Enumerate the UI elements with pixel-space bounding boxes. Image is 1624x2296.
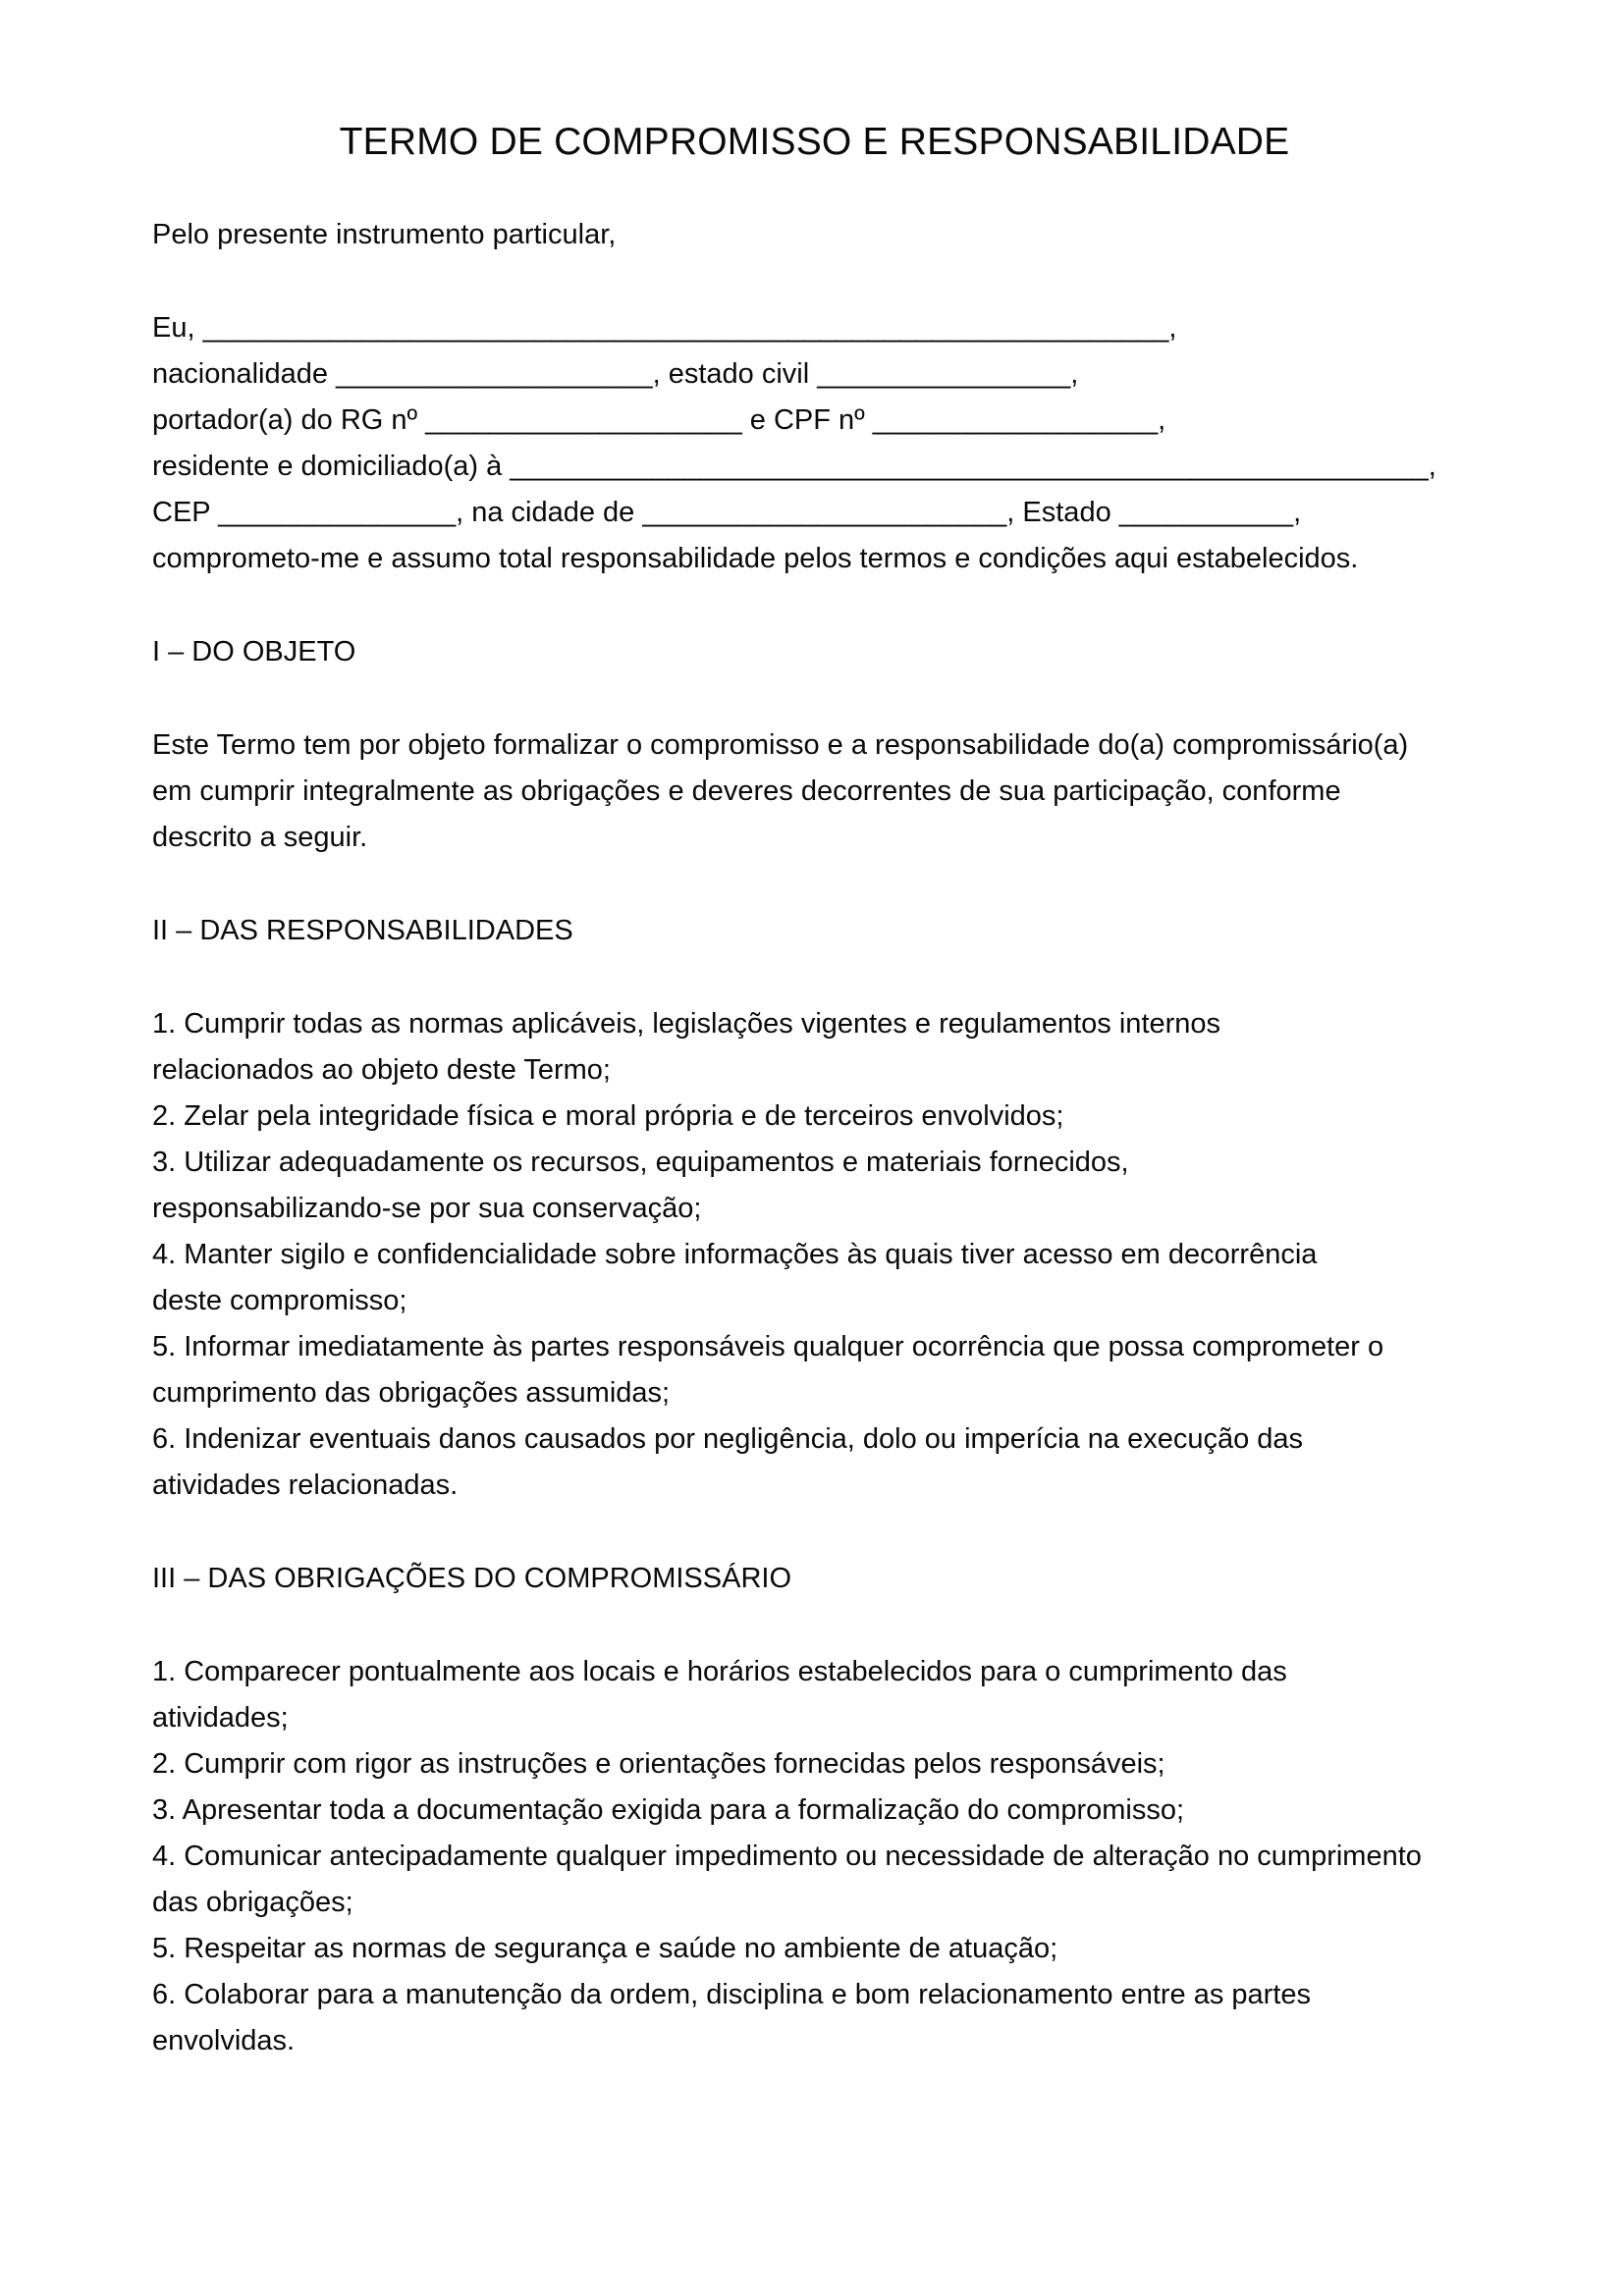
section-3-line: 5. Respeitar as normas de segurança e saúde no ambiente de atuação; — [152, 1933, 1058, 1964]
section-1-body — [152, 722, 1477, 861]
section-2-line: 3. Utilizar adequadamente os recursos, equipamentos e materiais fornecidos, — [152, 1147, 1129, 1178]
section-1-line: descrito a seguir. — [152, 822, 368, 853]
section-2-body — [152, 1001, 1477, 1509]
section-2-line: 5. Informar imediatamente às partes responsáveis qualquer ocorrência que possa comprometer o — [152, 1331, 1384, 1362]
section-3-heading: III – DAS OBRIGAÇÕES DO COMPROMISSÁRIO — [152, 1563, 791, 1594]
section-2-line: 4. Manter sigilo e confidencialidade sobre informações às quais tiver acesso em decorrência — [152, 1239, 1318, 1270]
section-1-line: em cumprir integralmente as obrigações e deveres decorrentes de sua participação, conforme — [152, 775, 1341, 807]
section-2-line: atividades relacionadas. — [152, 1469, 459, 1501]
section-2-line: cumprimento das obrigações assumidas; — [152, 1377, 671, 1409]
section-2-line: 1. Cumprir todas as normas aplicáveis, legislações vigentes e regulamentos internos — [152, 1008, 1221, 1040]
document-title: TERMO DE COMPROMISSO E RESPONSABILIDADE — [339, 121, 1290, 163]
section-3-line: envolvidas. — [152, 2025, 296, 2056]
section-3-line: 2. Cumprir com rigor as instruções e orientações fornecidas pelos responsáveis; — [152, 1748, 1165, 1780]
section-3-line: das obrigações; — [152, 1887, 353, 1918]
section-3-line: 3. Apresentar toda a documentação exigida para a formalização do compromisso; — [152, 1794, 1185, 1826]
section-2-line: 6. Indenizar eventuais danos causados por negligência, dolo ou imperícia na execução das — [152, 1423, 1304, 1455]
form-line-cep-city-state: CEP _______________, na cidade de _______________________, Estado ___________, — [152, 497, 1302, 528]
identification-block — [152, 305, 1477, 582]
section-3-line: 1. Comparecer pontualmente aos locais e horários estabelecidos para o cumprimento das — [152, 1656, 1287, 1687]
section-1-heading: I – DO OBJETO — [152, 636, 356, 667]
form-line-address: residente e domiciliado(a) à __________________________________________________________, — [152, 451, 1436, 482]
section-3-line: 6. Colaborar para a manutenção da ordem, disciplina e bom relacionamento entre as partes — [152, 1979, 1312, 2010]
section-2-heading: II – DAS RESPONSABILIDADES — [152, 915, 573, 946]
section-2-line: 2. Zelar pela integridade física e moral própria e de terceiros envolvidos; — [152, 1100, 1064, 1132]
form-line-name: Eu, _____________________________________________________________, — [152, 312, 1177, 344]
section-2-line: relacionados ao objeto deste Termo; — [152, 1054, 611, 1086]
section-1-line: Este Termo tem por objeto formalizar o compromisso e a responsabilidade do(a) compromissário(a) — [152, 729, 1409, 761]
form-line-rg-cpf: portador(a) do RG nº ____________________ e CPF nº __________________, — [152, 404, 1166, 436]
section-3-line: atividades; — [152, 1702, 289, 1734]
form-line-commitment-statement: comprometo-me e assumo total responsabilidade pelos termos e condições aqui estabelecidos. — [152, 543, 1359, 574]
section-3-line: 4. Comunicar antecipadamente qualquer impedimento ou necessidade de alteração no cumprimento — [152, 1841, 1422, 1872]
intro-paragraph: Pelo presente instrumento particular, — [152, 219, 617, 250]
section-2-line: responsabilizando-se por sua conservação; — [152, 1193, 702, 1224]
section-3-body — [152, 1649, 1477, 2064]
section-2-line: deste compromisso; — [152, 1285, 407, 1316]
form-line-nationality-marital-status: nacionalidade ____________________, estado civil ________________, — [152, 358, 1079, 390]
